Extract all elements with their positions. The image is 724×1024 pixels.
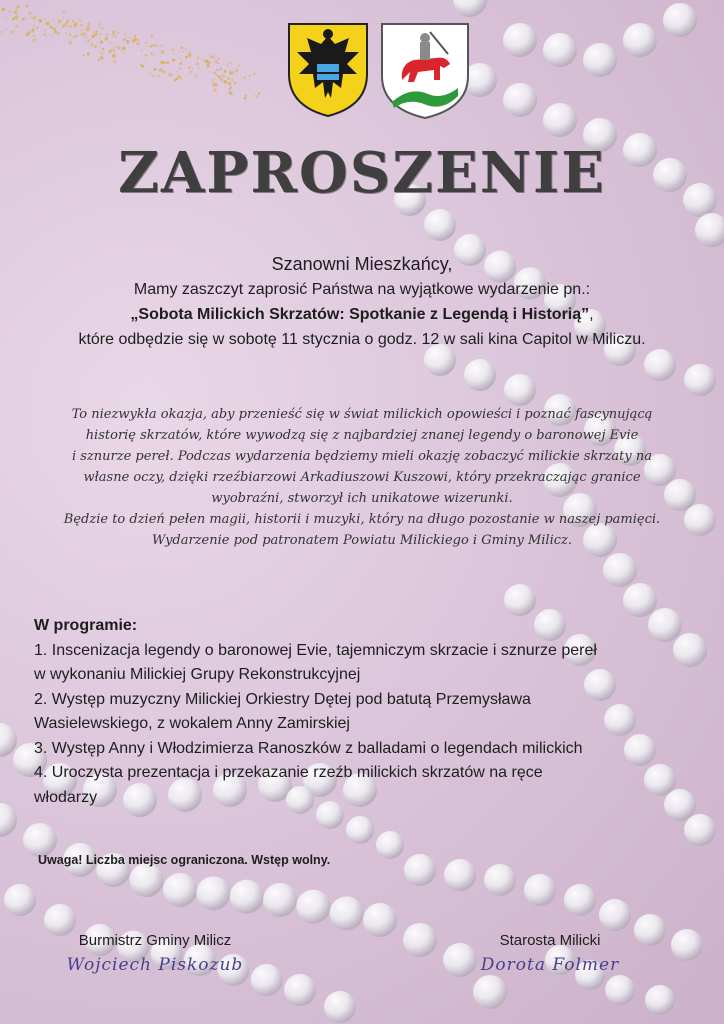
signature-name: Wojciech Piskozub <box>66 955 244 975</box>
story-line: historię skrzatów, które wywodzą się z najbardziej znanej legendy o baronowej Evie <box>85 428 639 443</box>
notice-text: Uwaga! Liczba miejsc ograniczona. Wstęp wolny. <box>38 853 331 867</box>
story-line: Wydarzenie pod patronatem Powiatu Milickiego i Gminy Milicz. <box>152 533 572 548</box>
event-details: które odbędzie się w sobotę 11 stycznia o godz. 12 w sali kina Capitol w Miliczu. <box>78 331 646 348</box>
program-heading: W programie: <box>34 617 138 634</box>
event-name-line <box>0 302 724 327</box>
invitation-title: ZAPROSZENIE <box>118 140 606 206</box>
story-line: i sznurze pereł. Podczas wydarzenia będziemy mieli okazję zobaczyć milickie skrzaty na <box>71 449 652 464</box>
signature-role: Starosta Milicki <box>499 932 601 949</box>
event-name: „Sobota Milickich Skrzatów: Spotkanie z Legendą i Historią” <box>130 306 590 323</box>
story-line: własne oczy, dzięki rzeźbiarzowi Arkadiuszowi Kuszowi, który przekraczając granice <box>83 470 641 485</box>
signature-right <box>450 932 650 975</box>
program-item: 1. Inscenizacja legendy o baronowej Evie, tajemniczym skrzacie i sznurze pereł <box>34 641 597 659</box>
knight-coat-of-arms-icon <box>380 22 470 125</box>
signature-name: Dorota Folmer <box>480 955 620 975</box>
signature-left <box>50 932 260 975</box>
intro-block <box>0 252 724 352</box>
program-item: Wasielewskiego, z wokalem Anny Zamirskiej <box>34 715 350 732</box>
story-paragraph <box>30 404 694 551</box>
story-line: Będzie to dzień pełen magii, historii i muzyki, który na długo pozostanie w naszej pamięci. <box>63 512 661 527</box>
program-section <box>34 614 704 810</box>
greeting: Szanowni Mieszkańcy, <box>271 254 453 274</box>
program-item: 3. Występ Anny i Włodzimierza Ranoszków z balladami o legendach milickich <box>34 739 583 757</box>
eagle-coat-of-arms-icon <box>287 22 369 123</box>
signature-role: Burmistrz Gminy Milicz <box>78 932 232 949</box>
story-line: To niezwykła okazja, aby przenieść się w świat milickich opowieści i poznać fascynującą <box>71 407 653 422</box>
story-line: wyobraźni, stworzył ich unikatowe wizerunki. <box>211 491 513 506</box>
program-item: w wykonaniu Milickiej Grupy Rekonstrukcyjnej <box>34 666 361 683</box>
program-item: 4. Uroczysta prezentacja i przekazanie rzeźb milickich skrzatów na ręce <box>34 764 543 781</box>
program-item: włodarzy <box>34 788 98 806</box>
program-item: 2. Występ muzyczny Milickiej Orkiestry Dętej pod batutą Przemysława <box>34 690 531 708</box>
gold-glitter-decoration <box>0 0 260 110</box>
event-name-suffix: , <box>589 306 594 323</box>
intro-line: Mamy zaszczyt zaprosić Państwa na wyjątkowe wydarzenie pn.: <box>133 281 591 298</box>
